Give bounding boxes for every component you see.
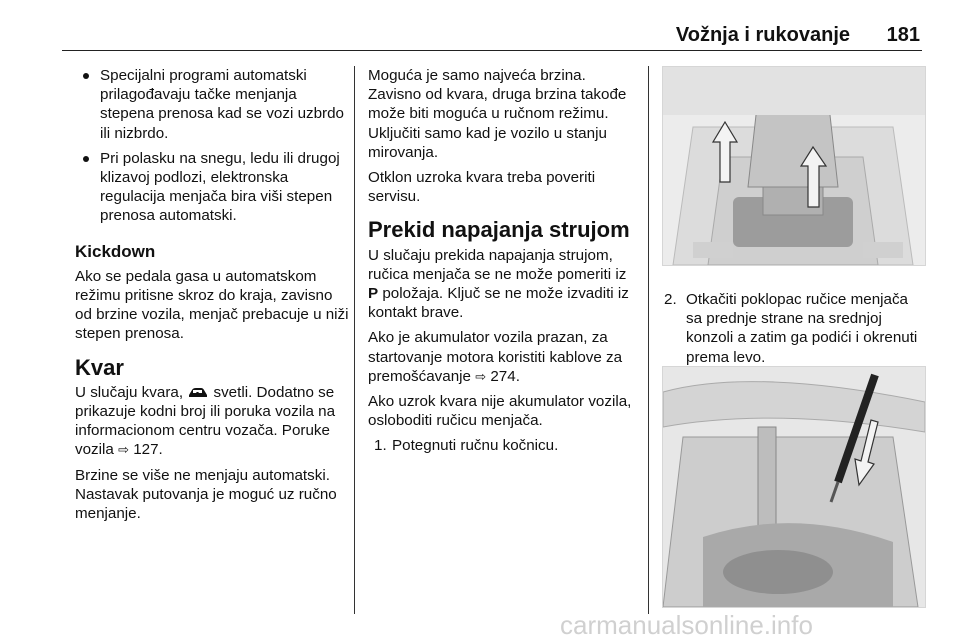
page-title: Vožnja i rukovanje: [675, 24, 850, 46]
column-1: [75, 66, 350, 529]
paragraph: Moguća je samo najveća brzina. Zavisno od kvara, druga brzina takođe može biti moguća u ručnom režimu. Uključiti samo kad je vozilo u stanju mirovanja.: [368, 67, 627, 161]
kvar-text: U slučaju kvara, svetli. Dodatno se prikazuje kodni broj ili poruka vozila na informacionom centru vozača. Poruke vozila ⇨ 127.: [75, 383, 336, 459]
page-number: 181: [886, 24, 920, 46]
gear-cover-removal-illustration: [662, 366, 926, 608]
kickdown-text: Ako se pedala gasa u automatskom režimu pritisne skroz do kraja, zavisno od brzine vozila, menjač prebacuje u niži stepen prenosa.: [75, 267, 349, 343]
list-item: Pri polasku na snegu, ledu ili drugoj klizavoj podlozi, elektronska regulacija menjača bira viši stepen prenosa automatski.: [75, 149, 350, 226]
page-header: [62, 22, 922, 51]
paragraph: Ako je akumulator vozila prazan, za startovanje motora koristiti kablove za premošćavanje ⇨ 274.: [368, 329, 623, 385]
column-3: [664, 290, 926, 367]
cover-removal-drawing: [663, 367, 925, 607]
car-warning-icon: [187, 386, 209, 400]
page-reference-link[interactable]: 274.: [490, 367, 520, 385]
reference-arrow-icon: ⇨: [118, 442, 129, 458]
kickdown-heading: Kickdown: [75, 241, 156, 261]
reference-arrow-icon: ⇨: [475, 368, 487, 384]
column-divider: [354, 66, 355, 614]
column-divider: [648, 66, 649, 614]
watermark: carmanualsonline.info: [560, 610, 813, 640]
page-reference-link[interactable]: 127.: [133, 441, 163, 459]
paragraph: Ako uzrok kvara nije akumulator vozila, osloboditi ručicu menjača.: [368, 393, 632, 430]
kvar-text-2: Brzine se više ne menjaju automatski. Nastavak putovanja je moguć uz ručno menjanje.: [75, 466, 337, 523]
paragraph: U slučaju prekida napajanja strujom, ručica menjača se ne može pomeriti iz P položaja. Ključ se ne može izvaditi iz kontakt brave.: [368, 246, 629, 322]
step-1: 1. Potegnuti ručnu kočnicu.: [374, 437, 559, 455]
bullet-icon: [83, 156, 89, 162]
section-heading: Prekid napajanja strujom: [368, 217, 630, 243]
kvar-heading: Kvar: [75, 354, 124, 380]
list-item: Specijalni programi automatski prilagođavaju tačke menjanja stepena prenosa kad se vozi uzbrdo ili nizbrdo.: [75, 66, 350, 143]
step-2: 2. Otkačiti poklopac ručice menjača sa prednje strane na srednjoj konzoli a zatim ga podići i okrenuti prema levo.: [664, 291, 918, 366]
bullet-icon: [83, 73, 89, 79]
column-2: [368, 66, 638, 456]
gear-lever-drawing: [663, 67, 925, 265]
gear-lever-illustration: [662, 66, 926, 266]
paragraph: Otklon uzroka kvara treba poveriti servisu.: [368, 169, 596, 206]
